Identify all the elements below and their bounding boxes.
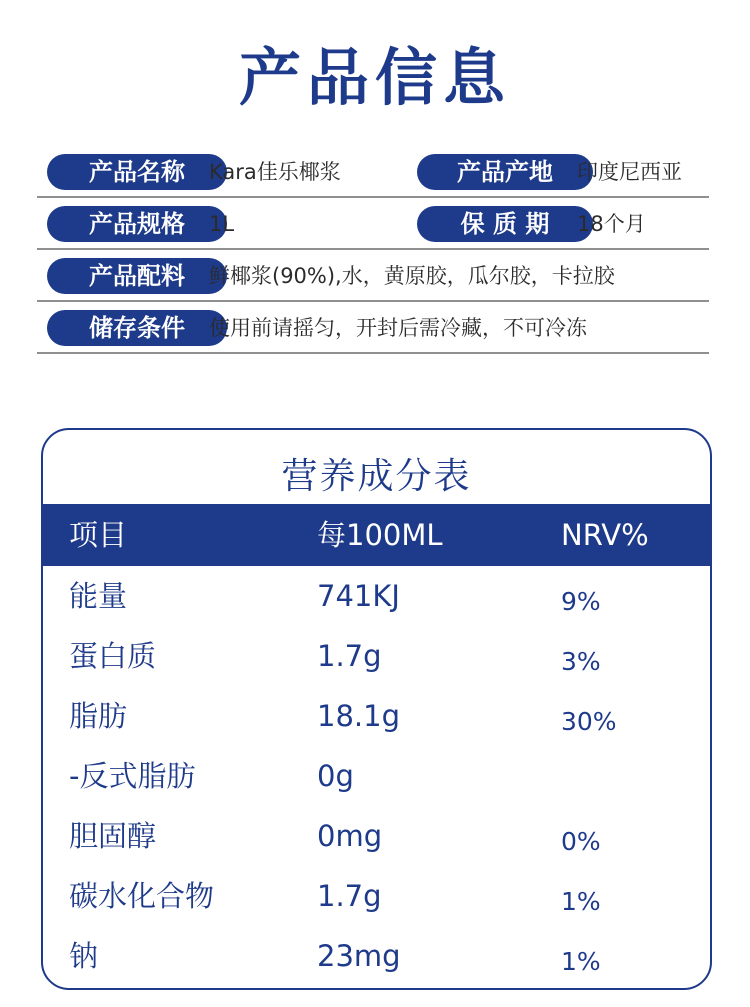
ingredients-value: 鲜椰浆(90%),水，黄原胶，瓜尔胶，卡拉胶 bbox=[209, 264, 615, 288]
nutrient-name: 胆固醇 bbox=[69, 819, 157, 853]
product-origin-label: 产品产地 bbox=[417, 154, 593, 190]
nutrient-name: 脂肪 bbox=[69, 699, 128, 733]
table-row bbox=[43, 926, 710, 986]
nutrient-nrv: 1% bbox=[561, 947, 601, 976]
info-row-ingredients bbox=[37, 250, 709, 302]
product-name-label: 产品名称 bbox=[47, 154, 227, 190]
table-row bbox=[43, 686, 710, 746]
nutrient-name: -反式脂肪 bbox=[69, 759, 196, 793]
nutrient-nrv: 3% bbox=[561, 647, 601, 676]
nutrient-amount: 1.7g bbox=[317, 879, 382, 913]
nutrient-nrv: 1% bbox=[561, 887, 601, 916]
product-name-value: Kara佳乐椰浆 bbox=[209, 160, 341, 184]
table-row bbox=[43, 746, 710, 806]
product-spec-value: 1L bbox=[209, 212, 235, 236]
storage-value: 使用前请摇匀，开封后需冷藏，不可冷冻 bbox=[209, 316, 587, 340]
nutrient-amount: 0mg bbox=[317, 819, 383, 853]
table-row bbox=[43, 866, 710, 926]
nutrient-amount: 18.1g bbox=[317, 699, 400, 733]
header-per-100ml: 每100ML bbox=[317, 518, 443, 552]
nutrient-amount: 0g bbox=[317, 759, 354, 793]
nutrient-amount: 741KJ bbox=[317, 579, 400, 613]
header-item: 项目 bbox=[69, 518, 128, 552]
nutrient-nrv: 0% bbox=[561, 827, 601, 856]
nutrient-amount: 23mg bbox=[317, 939, 401, 973]
nutrient-name: 钠 bbox=[69, 939, 99, 973]
shelf-life-value: 18个月 bbox=[577, 212, 646, 236]
info-row-spec-shelf bbox=[37, 198, 709, 250]
product-spec-label: 产品规格 bbox=[47, 206, 227, 242]
nutrition-title: 营养成分表 bbox=[281, 456, 472, 497]
nutrition-facts-card bbox=[41, 428, 712, 990]
product-origin-value: 印度尼西亚 bbox=[577, 160, 682, 184]
nutrient-name: 碳水化合物 bbox=[69, 879, 215, 913]
ingredients-label: 产品配料 bbox=[47, 258, 227, 294]
table-row bbox=[43, 566, 710, 626]
nutrient-name: 能量 bbox=[69, 579, 128, 613]
table-row bbox=[43, 626, 710, 686]
nutrient-amount: 1.7g bbox=[317, 639, 382, 673]
nutrition-table-header bbox=[43, 504, 710, 566]
header-nrv: NRV% bbox=[561, 518, 649, 552]
storage-label: 储存条件 bbox=[47, 310, 227, 346]
page-title: 产品信息 bbox=[238, 41, 511, 114]
nutrient-nrv: 30% bbox=[561, 707, 617, 736]
nutrient-nrv: 9% bbox=[561, 587, 601, 616]
shelf-life-label: 保 质 期 bbox=[417, 206, 593, 242]
info-row-storage bbox=[37, 302, 709, 354]
info-row-name-origin bbox=[37, 146, 709, 198]
table-row bbox=[43, 806, 710, 866]
nutrient-name: 蛋白质 bbox=[69, 639, 157, 673]
